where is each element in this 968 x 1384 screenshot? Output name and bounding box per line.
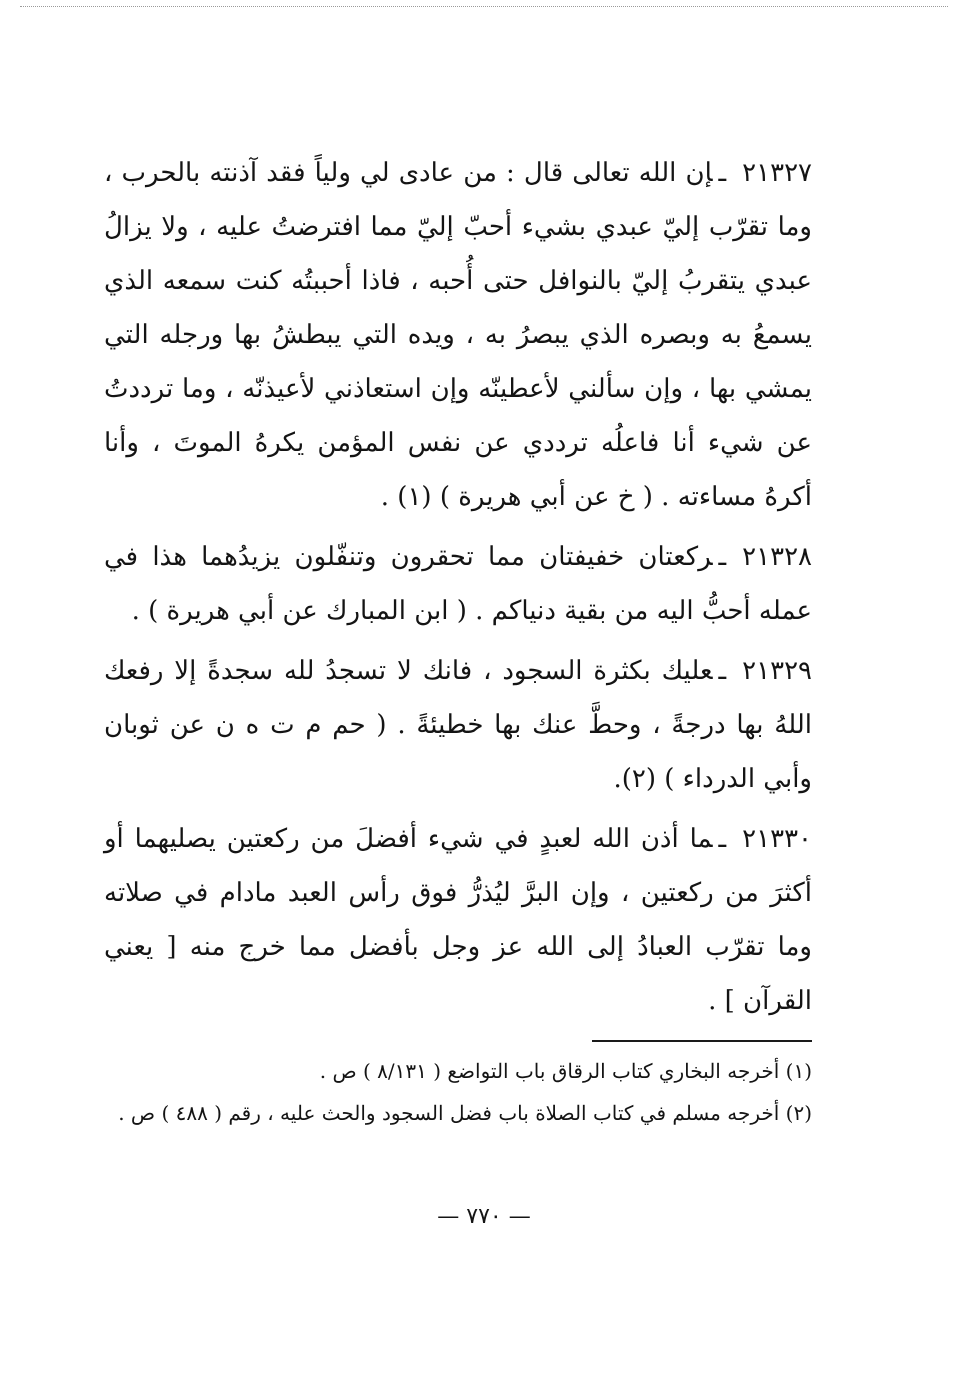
separator-dash: ـ: [718, 542, 727, 572]
hadith-21328: [104, 530, 812, 638]
footnotes: [104, 1052, 812, 1136]
separator-dash: ـ: [718, 656, 727, 686]
separator-dash: ـ: [718, 158, 727, 188]
hadith-number: ٢١٣٣٠: [742, 824, 812, 854]
hadith-number: ٢١٣٢٧: [742, 158, 812, 188]
hadith-number: ٢١٣٢٨: [742, 542, 812, 572]
hadith-text: ما أذن الله لعبدٍ في شيء أفضلَ من ركعتين يصليهما أو أكثرَ من ركعتين ، وإن البرَّ ليُذرُّ فوق رأس العبد مادام في صلاته وما تقرّب العبادُ إلى الله عز وجل بأفضل مما خرج منه [ يعني القرآن ] .: [104, 824, 812, 1016]
page-edge-line: [20, 6, 948, 7]
hadith-21329: [104, 644, 812, 806]
footnote-divider: [592, 1040, 812, 1042]
hadith-list: [104, 146, 812, 1028]
footnote-2: (٢) أخرجه مسلم في كتاب الصلاة باب فضل السجود والحث عليه ، رقم ( ٤٨٨ ) ص .: [118, 1101, 812, 1125]
footnote-1: (١) أخرجه البخاري كتاب الرقاق باب التواضع ( ٨/١٣١ ) ص .: [319, 1059, 812, 1083]
hadith-text: عليك بكثرة السجود ، فانك لا تسجدُ لله سجدةً إلا رفعك اللهُ بها درجةً ، وحطَّ عنك بها خطيئةً . ( حم م ت ه ن عن ثوبان وأبي الدرداء ) (٢).: [104, 656, 812, 794]
separator-dash: ـ: [718, 824, 727, 854]
hadith-number: ٢١٣٢٩: [742, 656, 812, 686]
page-number: — ٧٧٠ —: [437, 1204, 531, 1229]
hadith-21330: [104, 812, 812, 1028]
hadith-text: إن الله تعالى قال : من عادى لي ولياً فقد آذنته بالحرب ، وما تقرّب إليّ عبدي بشيء أحبّ إليّ مما افترضتُ عليه ، ولا يزالُ عبدي يتقربُ إليّ بالنوافل حتى أُحبه ، فاذا أحببتُه كنت سمعه الذي يسمعُ به وبصره الذي يبصرُ به ، ويده التي يبطشُ بها ورجله التي يمشي بها ، وإن سألني لأعطينّه وإن استعاذني لأعيذنّه ، وما ترددتُ عن شيء أنا فاعلُه ترددي عن نفس المؤمن يكرهُ الموتَ ، وأنا أكرهُ مساءته . ( خ عن أبي هريرة ) (١) .: [104, 158, 812, 512]
hadith-21327: [104, 146, 812, 524]
hadith-text: ركعتان خفيفتان مما تحقرون وتنفّلون يزيدُهما هذا في عمله أحبُّ اليه من بقية دنياكم . ( ابن المبارك عن أبي هريرة ) .: [104, 542, 812, 626]
